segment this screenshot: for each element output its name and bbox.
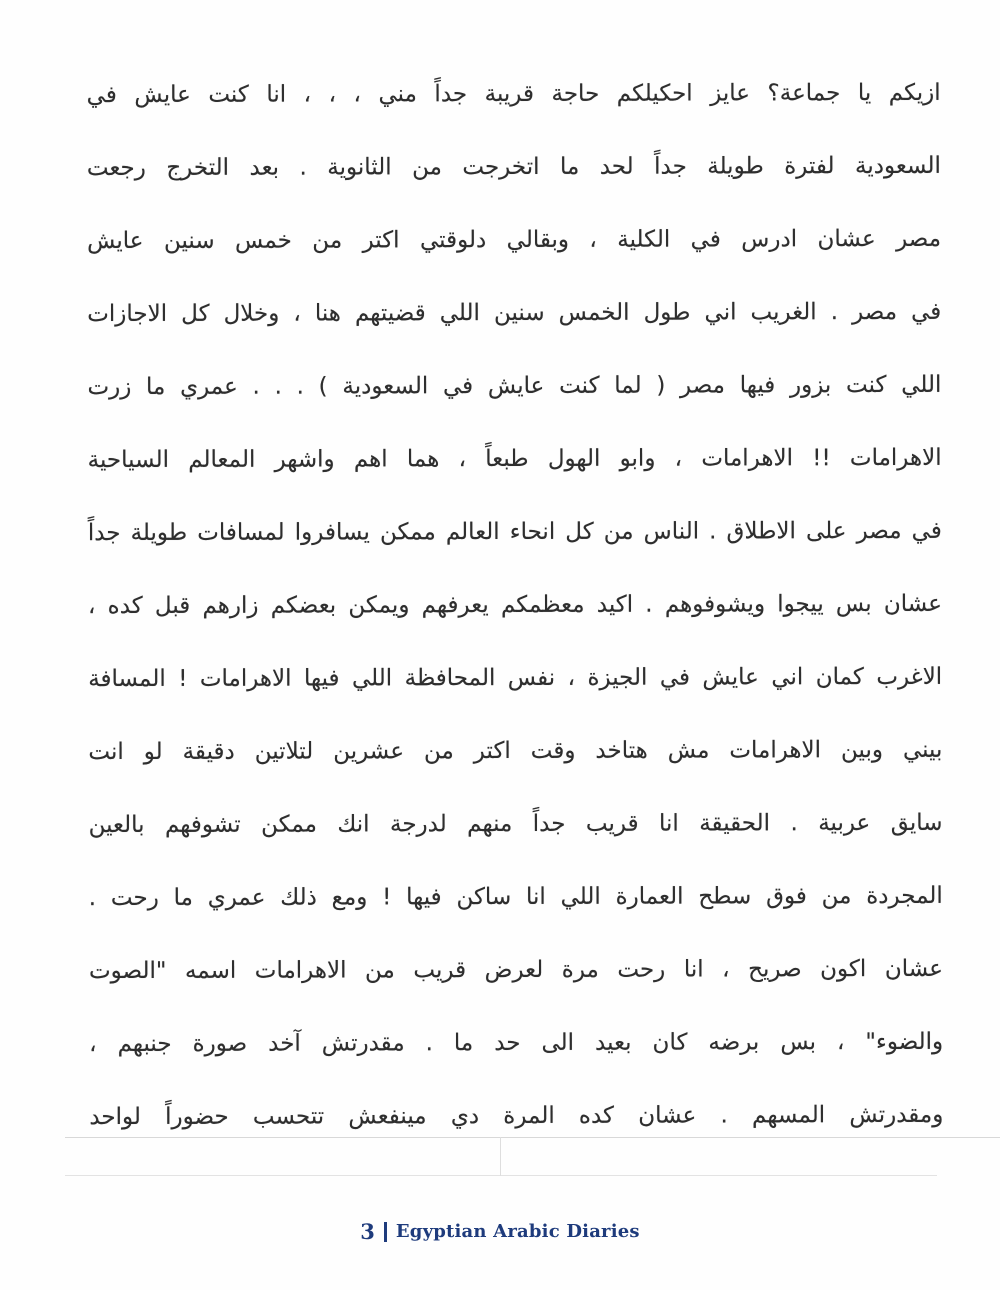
handwritten-line-2: السعودية لفترة طويلة جداً لحد ما اتخرجت من الثانوية . بعد التخرج رجعت xyxy=(86,152,941,182)
ruled-line-top xyxy=(65,1137,1000,1138)
handwritten-line-11: سايق عربية . الحقيقة انا قريب جداً منهم لدرجة انك ممكن تشوفهم بالعين xyxy=(88,809,943,839)
handwritten-line-6: الاهرامات !! الاهرامات ، وابو الهول طبعاً ، هما اهم واشهر المعالم السياحية xyxy=(87,444,942,474)
page-number: 3 xyxy=(360,1219,375,1244)
handwritten-line-12: المجردة من فوق سطح العمارة اللي انا ساكن فيها ! ومع ذلك عمري ما رحت . xyxy=(88,882,943,912)
footer-title: Egyptian Arabic Diaries xyxy=(395,1220,640,1242)
handwritten-line-9: الاغرب كمان اني عايش في الجيزة ، نفس المحافظة اللي فيها الاهرامات ! المسافة xyxy=(88,663,943,693)
handwritten-text-block xyxy=(87,57,944,1154)
handwritten-line-10: بيني وبين الاهرامات مش هتاخد وقت اكتر من عشرين لتلاتين دقيقة لو انت xyxy=(88,736,943,766)
handwritten-line-13: عشان اكون صريح ، انا رحت مرة لعرض قريب من الاهرامات اسمه "الصوت xyxy=(88,955,943,985)
handwritten-line-5: اللي كنت بزور فيها مصر ( لما كنت عايش في السعودية ) . . . عمري ما زرت xyxy=(87,371,942,401)
ruled-line-bottom xyxy=(65,1175,937,1176)
handwritten-line-4: في مصر . الغريب اني طول الخمس سنين اللي قضيتهم هنا ، وخلال كل الاجازات xyxy=(87,298,942,328)
page-footer xyxy=(0,1221,1000,1242)
handwritten-line-14: والضوء" ، بس برضه كان بعيد الى حد ما . مقدرتش آخد صورة جنبهم ، xyxy=(89,1028,944,1058)
footer-divider xyxy=(384,1222,387,1242)
ruled-line-vertical xyxy=(500,1137,501,1176)
handwritten-line-8: عشان بس ييجوا ويشوفوهم . اكيد معظمكم يعرفهم ويمكن بعضكم زارهم قبل كده ، xyxy=(87,590,943,620)
handwritten-line-15: ومقدرتش المسهم . عشان كده المرة دي مينفعش تتحسب حضوراً لواحد xyxy=(89,1101,944,1131)
handwritten-line-3: مصر عشان ادرس في الكلية ، وبقالي دلوقتي اكتر من خمس سنين عايش xyxy=(87,225,942,255)
handwritten-line-1: ازيكم يا جماعة؟ عايز احكيلكم حاجة قريبة جداً مني ، ، ، انا كنت عايش في xyxy=(86,79,941,109)
handwritten-line-7: في مصر على الاطلاق . الناس من كل انحاء العالم ممكن يسافروا لمسافات طويلة جداً xyxy=(87,517,942,547)
